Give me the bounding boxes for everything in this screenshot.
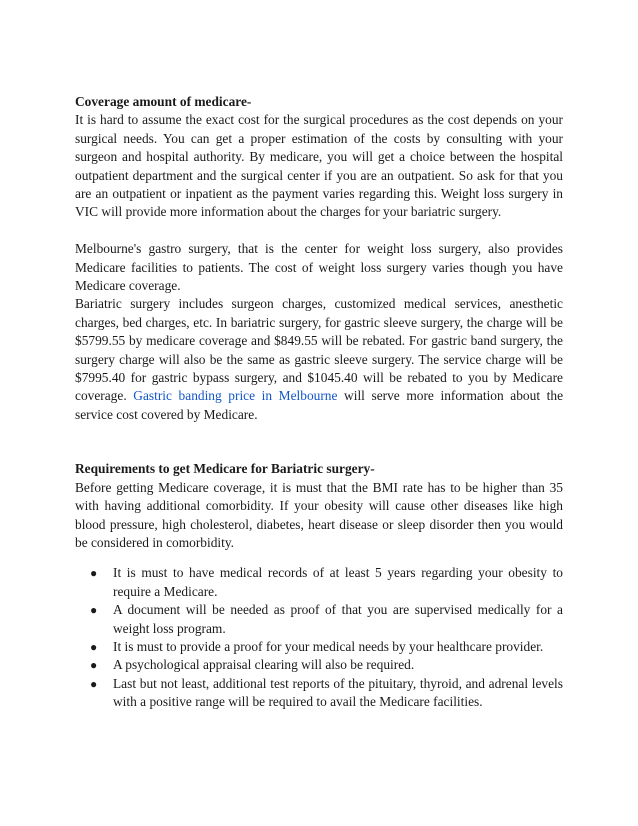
bariatric-charges-text-end: will serve more information about the service cost covered by Medicare. (75, 388, 564, 422)
list-item-text: A psychological appraisal clearing will also be required. (113, 657, 415, 673)
list-item (75, 638, 563, 656)
requirements-list (75, 564, 563, 711)
list-item (75, 675, 563, 712)
document-page (75, 93, 563, 712)
section-heading-requirements: Requirements to get Medicare for Bariatric surgery- (75, 461, 375, 477)
bullet-icon: ● (90, 603, 98, 618)
list-item (75, 601, 563, 638)
gastric-banding-price-link[interactable]: Gastric banding price in Melbourne (133, 388, 338, 404)
bariatric-charges-text: Bariatric surgery includes surgeon charges, customized medical services, anesthetic charges, bed charges, etc. In bariatric surgery, for gastric sleeve surgery, the charge will be $5799.55 by medicare coverage and $849.55 will be rebated. For gastric band surgery, the surgery charge will also be the same as gastric sleeve surgery. The service charge will be $7995.40 for gastric bypass surgery, and $1045.40 will be rebated to you by Medicare coverage. (75, 296, 563, 404)
list-item-text: Last but not least, additional test reports of the pituitary, thyroid, and adrenal levels with a positive range will be required to avail the Medicare facilities. (113, 675, 563, 710)
paragraph-melbourne-gastro: Melbourne's gastro surgery, that is the center for weight loss surgery, also provides Medicare facilities to patients. The cost of weight loss surgery varies though you have Medicare coverage. (75, 241, 563, 294)
bullet-icon: ● (90, 676, 98, 691)
bullet-icon: ● (90, 566, 98, 581)
list-item-text: A document will be needed as proof of that you are supervised medically for a weight loss program. (113, 602, 563, 636)
section-heading-coverage: Coverage amount of medicare- (75, 94, 252, 109)
paragraph-spacer (75, 222, 563, 240)
bullet-icon: ● (90, 658, 98, 673)
section-spacer (75, 424, 563, 460)
list-item (75, 564, 563, 601)
bullet-icon: ● (90, 639, 98, 654)
list-item-text: It is must to have medical records of at least 5 years regarding your obesity to require a Medicare. (113, 565, 563, 599)
list-item (75, 656, 563, 674)
paragraph-bariatric-charges (75, 295, 563, 424)
list-item-text: It is must to provide a proof for your medical needs by your healthcare provider. (113, 638, 544, 654)
paragraph-coverage-intro: It is hard to assume the exact cost for the surgical procedures as the cost depends on your surgical needs. You can get a proper estimation of the costs by consulting with your surgeon and hospital authority. By medicare, you will get a choice between the hospital outpatient department and the surgical center if you are an outpatient. So ask for that you are an outpatient or inpatient as the payment varies regarding this. Weight loss surgery in VIC will provide more information about the charges for your bariatric surgery. (75, 112, 563, 220)
paragraph-requirements-intro: Before getting Medicare coverage, it is must that the BMI rate has to be higher than 35 with having additional comorbidity. If your obesity will cause other diseases like high blood pressure, high cholesterol, diabetes, heart disease or sleep disorder then you would be considered in comorbidity. (75, 479, 563, 550)
